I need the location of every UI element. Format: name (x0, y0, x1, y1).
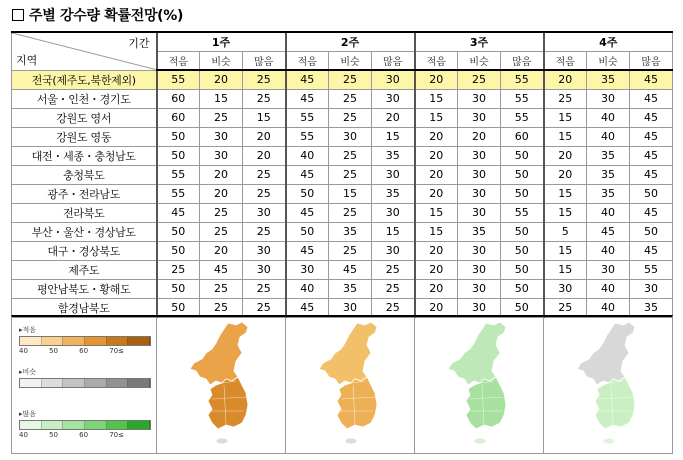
legend-ticks (19, 347, 124, 355)
page-title-text: 주별 강수량 확률전망(%) (29, 8, 184, 24)
north-korea-region (448, 322, 506, 385)
probability-cell: 55 (286, 108, 329, 127)
probability-cell: 35 (630, 298, 673, 317)
legend-color-bar (19, 378, 151, 388)
probability-cell: 15 (544, 260, 587, 279)
probability-cell: 25 (329, 70, 372, 89)
south-korea-region (208, 377, 248, 429)
legend-item (19, 367, 151, 388)
probability-cell: 30 (372, 203, 415, 222)
probability-cell: 30 (243, 241, 286, 260)
probability-cell: 25 (243, 184, 286, 203)
category-header: 적음 (544, 51, 587, 70)
probability-cell: 15 (372, 222, 415, 241)
legend (12, 317, 157, 453)
probability-cell: 30 (200, 127, 243, 146)
legend-item (19, 409, 151, 439)
jeju-region (345, 438, 357, 444)
probability-cell: 15 (544, 184, 587, 203)
probability-cell: 25 (200, 222, 243, 241)
legend-tick: 70≤ (109, 431, 124, 439)
north-korea-region (190, 322, 248, 385)
south-korea-region (337, 377, 377, 429)
probability-cell: 35 (458, 222, 501, 241)
probability-cell: 25 (458, 70, 501, 89)
probability-cell: 45 (630, 89, 673, 108)
probability-cell: 25 (243, 70, 286, 89)
region-name: 부산・울산・경상남도 (12, 222, 157, 241)
probability-cell: 45 (286, 203, 329, 222)
probability-cell: 50 (501, 184, 544, 203)
probability-cell: 30 (372, 241, 415, 260)
week3-map (415, 317, 544, 453)
probability-cell: 50 (286, 222, 329, 241)
probability-cell: 5 (544, 222, 587, 241)
probability-cell: 30 (458, 203, 501, 222)
probability-cell: 30 (458, 165, 501, 184)
probability-cell: 55 (157, 165, 200, 184)
category-header: 적음 (286, 51, 329, 70)
probability-cell: 50 (501, 260, 544, 279)
probability-cell: 50 (630, 184, 673, 203)
probability-cell: 30 (544, 279, 587, 298)
probability-cell: 20 (544, 70, 587, 89)
probability-cell: 30 (458, 279, 501, 298)
probability-cell: 40 (286, 279, 329, 298)
probability-cell: 25 (329, 146, 372, 165)
probability-cell: 55 (501, 108, 544, 127)
probability-cell: 25 (200, 108, 243, 127)
probability-cell: 15 (415, 222, 458, 241)
probability-cell: 45 (630, 241, 673, 260)
probability-cell: 30 (458, 241, 501, 260)
probability-cell: 50 (501, 298, 544, 317)
north-korea-region (319, 322, 377, 385)
probability-cell: 30 (243, 203, 286, 222)
category-header: 많음 (630, 51, 673, 70)
probability-cell: 35 (329, 222, 372, 241)
legend-tick: 70≤ (109, 347, 124, 355)
probability-cell: 45 (630, 127, 673, 146)
probability-cell: 50 (501, 241, 544, 260)
probability-cell: 25 (329, 203, 372, 222)
region-name: 전국(제주도,북한제외) (12, 70, 157, 89)
region-name: 강원도 영서 (12, 108, 157, 127)
probability-cell: 20 (200, 165, 243, 184)
probability-cell: 50 (157, 146, 200, 165)
page-title (12, 5, 183, 25)
probability-cell: 25 (372, 260, 415, 279)
legend-ticks (19, 431, 124, 439)
probability-cell: 30 (458, 108, 501, 127)
probability-cell: 30 (458, 146, 501, 165)
category-header: 적음 (415, 51, 458, 70)
region-name: 평안남북도・황해도 (12, 279, 157, 298)
table-row (12, 203, 673, 222)
probability-cell: 15 (329, 184, 372, 203)
probability-cell: 35 (587, 146, 630, 165)
probability-cell: 15 (415, 203, 458, 222)
category-header: 비슷 (329, 51, 372, 70)
north-korea-region (577, 322, 635, 385)
table-row (12, 260, 673, 279)
week1-map (157, 317, 286, 453)
probability-cell: 60 (157, 89, 200, 108)
korea-map-icon (171, 319, 271, 451)
probability-cell: 25 (372, 298, 415, 317)
category-header: 많음 (243, 51, 286, 70)
probability-cell: 25 (544, 298, 587, 317)
south-korea-region (595, 377, 635, 429)
probability-cell: 25 (200, 298, 243, 317)
category-header: 비슷 (587, 51, 630, 70)
probability-cell: 30 (458, 260, 501, 279)
week2-map (286, 317, 415, 453)
probability-cell: 50 (157, 222, 200, 241)
category-header: 많음 (501, 51, 544, 70)
region-name: 강원도 영동 (12, 127, 157, 146)
korea-map-icon (300, 319, 400, 451)
probability-cell: 20 (415, 260, 458, 279)
legend-tick: 60 (79, 347, 89, 355)
probability-cell: 45 (286, 165, 329, 184)
probability-cell: 60 (157, 108, 200, 127)
probability-cell: 45 (286, 89, 329, 108)
probability-cell: 20 (243, 127, 286, 146)
korea-map-icon (429, 319, 529, 451)
probability-cell: 20 (544, 146, 587, 165)
legend-color-bar (19, 336, 151, 346)
legend-label: ▸비슷 (19, 368, 37, 376)
probability-cell: 35 (372, 184, 415, 203)
probability-cell: 40 (286, 146, 329, 165)
probability-cell: 55 (157, 184, 200, 203)
probability-cell: 45 (157, 203, 200, 222)
probability-cell: 25 (372, 279, 415, 298)
probability-cell: 45 (587, 222, 630, 241)
probability-cell: 20 (415, 184, 458, 203)
probability-cell: 20 (415, 298, 458, 317)
probability-cell: 20 (544, 165, 587, 184)
korea-map-icon (558, 319, 658, 451)
week-1-header: 1주 (157, 32, 286, 51)
probability-cell: 55 (501, 203, 544, 222)
probability-cell: 35 (587, 70, 630, 89)
probability-cell: 15 (243, 108, 286, 127)
category-header: 비슷 (200, 51, 243, 70)
probability-cell: 25 (243, 222, 286, 241)
probability-cell: 20 (415, 241, 458, 260)
probability-cell: 30 (372, 165, 415, 184)
probability-cell: 20 (458, 127, 501, 146)
probability-cell: 30 (458, 298, 501, 317)
week-3-header: 3주 (415, 32, 544, 51)
table-row (12, 165, 673, 184)
probability-cell: 40 (587, 298, 630, 317)
probability-cell: 40 (587, 279, 630, 298)
week-2-header: 2주 (286, 32, 415, 51)
probability-cell: 50 (630, 222, 673, 241)
probability-cell: 30 (286, 260, 329, 279)
legend-label: ▸적음 (19, 326, 37, 334)
probability-cell: 30 (200, 146, 243, 165)
map-row (157, 317, 672, 453)
legend-color-bar (19, 420, 151, 430)
jeju-region (216, 438, 228, 444)
probability-cell: 45 (630, 108, 673, 127)
probability-cell: 55 (630, 260, 673, 279)
probability-cell: 30 (372, 89, 415, 108)
probability-cell: 30 (458, 89, 501, 108)
probability-cell: 20 (200, 241, 243, 260)
region-name: 전라북도 (12, 203, 157, 222)
probability-cell: 55 (157, 70, 200, 89)
week-4-header: 4주 (544, 32, 673, 51)
probability-cell: 50 (501, 222, 544, 241)
legend-tick: 40 (19, 431, 28, 439)
week4-map (544, 317, 672, 453)
probability-cell: 45 (286, 241, 329, 260)
probability-cell: 40 (587, 203, 630, 222)
forecast-table (11, 31, 673, 318)
region-name: 서울・인천・경기도 (12, 89, 157, 108)
legend-item (19, 325, 151, 355)
probability-cell: 25 (329, 165, 372, 184)
probability-cell: 45 (200, 260, 243, 279)
probability-cell: 20 (200, 184, 243, 203)
south-korea-region (466, 377, 506, 429)
region-name: 제주도 (12, 260, 157, 279)
probability-cell: 15 (372, 127, 415, 146)
category-header: 비슷 (458, 51, 501, 70)
probability-cell: 25 (157, 260, 200, 279)
legend-tick: 60 (79, 431, 89, 439)
region-name: 대구・경상북도 (12, 241, 157, 260)
probability-cell: 15 (544, 203, 587, 222)
probability-cell: 20 (415, 146, 458, 165)
probability-cell: 30 (630, 279, 673, 298)
probability-cell: 25 (200, 203, 243, 222)
probability-cell: 35 (587, 184, 630, 203)
table-row (12, 222, 673, 241)
legend-label: ▸많음 (19, 410, 37, 418)
table-corner-header (12, 32, 157, 70)
probability-cell: 25 (329, 241, 372, 260)
table-row (12, 108, 673, 127)
legend-tick: 40 (19, 347, 28, 355)
probability-cell: 25 (243, 298, 286, 317)
legend-tick: 50 (49, 347, 58, 355)
probability-cell: 55 (501, 70, 544, 89)
probability-cell: 20 (415, 165, 458, 184)
region-name: 광주・전라남도 (12, 184, 157, 203)
table-row (12, 89, 673, 108)
probability-cell: 45 (286, 70, 329, 89)
table-row (12, 70, 673, 89)
probability-cell: 45 (630, 165, 673, 184)
probability-cell: 15 (544, 241, 587, 260)
probability-cell: 50 (501, 279, 544, 298)
probability-cell: 15 (200, 89, 243, 108)
probability-cell: 20 (415, 70, 458, 89)
probability-cell: 15 (544, 108, 587, 127)
region-label: 지역 (16, 53, 38, 67)
probability-cell: 25 (243, 165, 286, 184)
probability-cell: 15 (544, 127, 587, 146)
probability-cell: 30 (243, 260, 286, 279)
probability-cell: 15 (415, 108, 458, 127)
probability-cell: 55 (286, 127, 329, 146)
probability-cell: 25 (329, 108, 372, 127)
probability-cell: 20 (200, 70, 243, 89)
jeju-region (603, 438, 615, 444)
probability-cell: 30 (587, 260, 630, 279)
probability-cell: 30 (372, 70, 415, 89)
period-label: 기간 (128, 37, 150, 50)
probability-cell: 20 (372, 108, 415, 127)
probability-cell: 35 (372, 146, 415, 165)
probability-cell: 45 (630, 203, 673, 222)
probability-cell: 20 (243, 146, 286, 165)
probability-cell: 50 (501, 146, 544, 165)
probability-cell: 25 (243, 89, 286, 108)
legend-tick: 50 (49, 431, 58, 439)
table-row (12, 279, 673, 298)
probability-cell: 30 (587, 89, 630, 108)
probability-cell: 50 (286, 184, 329, 203)
checkbox-icon (12, 9, 24, 21)
probability-cell: 40 (587, 241, 630, 260)
table-row (12, 241, 673, 260)
region-name: 대전・세종・충청남도 (12, 146, 157, 165)
jeju-region (474, 438, 486, 444)
probability-cell: 50 (157, 241, 200, 260)
probability-cell: 45 (286, 298, 329, 317)
probability-cell: 50 (157, 298, 200, 317)
probability-cell: 45 (329, 260, 372, 279)
probability-cell: 35 (329, 279, 372, 298)
probability-cell: 55 (501, 89, 544, 108)
probability-cell: 25 (243, 279, 286, 298)
legend-map-panel (11, 315, 673, 454)
probability-cell: 40 (587, 127, 630, 146)
region-name: 함경남북도 (12, 298, 157, 317)
probability-cell: 20 (415, 279, 458, 298)
table-row (12, 127, 673, 146)
probability-cell: 25 (329, 89, 372, 108)
probability-cell: 50 (157, 127, 200, 146)
probability-cell: 30 (329, 298, 372, 317)
probability-cell: 40 (587, 108, 630, 127)
probability-cell: 25 (544, 89, 587, 108)
probability-cell: 20 (415, 127, 458, 146)
probability-cell: 45 (630, 146, 673, 165)
probability-cell: 30 (458, 184, 501, 203)
probability-cell: 15 (415, 89, 458, 108)
probability-cell: 30 (329, 127, 372, 146)
category-header: 적음 (157, 51, 200, 70)
table-row (12, 184, 673, 203)
probability-cell: 25 (200, 279, 243, 298)
probability-cell: 35 (587, 165, 630, 184)
probability-cell: 45 (630, 70, 673, 89)
probability-cell: 50 (157, 279, 200, 298)
region-name: 충청북도 (12, 165, 157, 184)
category-header: 많음 (372, 51, 415, 70)
probability-cell: 50 (501, 165, 544, 184)
table-row (12, 146, 673, 165)
probability-cell: 60 (501, 127, 544, 146)
